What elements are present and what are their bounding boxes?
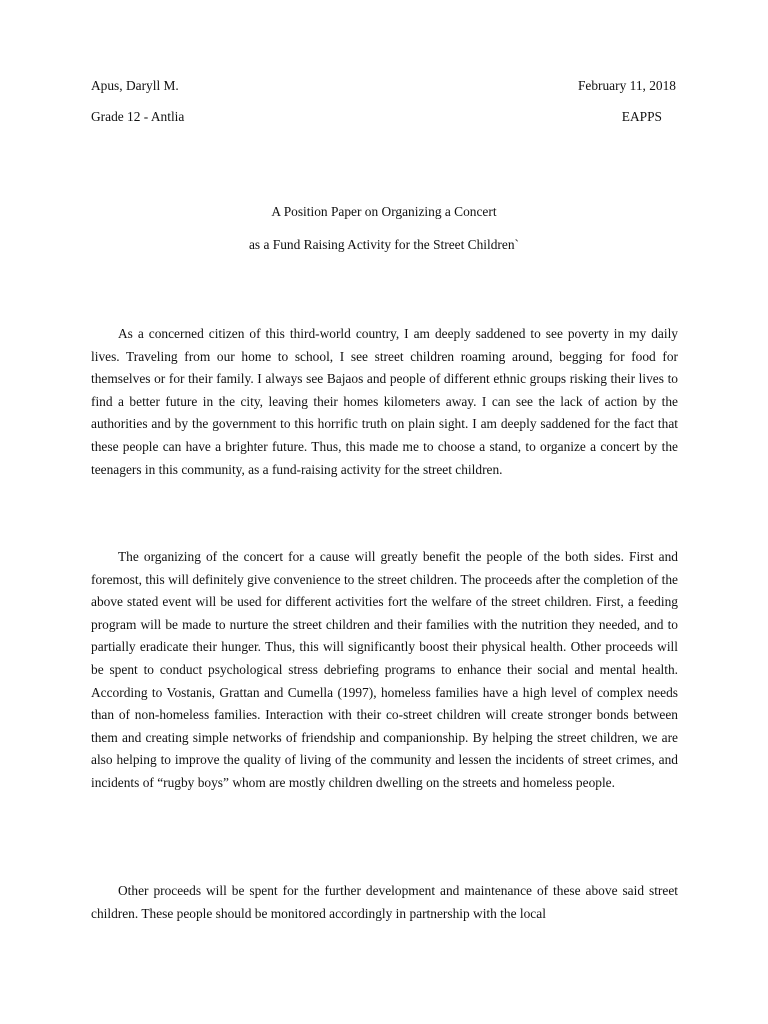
- grade-section: Grade 12 - Antlia: [91, 109, 185, 124]
- body-paragraph-3: Other proceeds will be spent for the further development and maintenance of these above said street children. These people should be monitored accordingly in partnership with the local: [91, 883, 678, 921]
- body-paragraph-1: As a concerned citizen of this third-world country, I am deeply saddened to see poverty in my daily lives. Traveling from our home to school, I see street children roaming around, begging for food for themselves or for their family. I always see Bajaos and people of different ethnic groups risking their lives to find a better future in the city, leaving their homes kilometers away. I can see the lack of action by the authorities and by the government to this horrific truth on plain sight. I am deeply saddened for the fact that these people can have a brighter future. Thus, this made me to choose a stand, to organize a concert by the teenagers in this community, as a fund-raising activity for the street children.: [91, 326, 678, 477]
- body-paragraph-2: The organizing of the concert for a cause will greatly benefit the people of the both sides. First and foremost, this will definitely give convenience to the street children. The proceeds after the completion of the above stated event will be used for different activities fort the welfare of the street children. First, a feeding program will be made to nurture the street children and their families with the nutrition they needed, and to partially eradicate their hunger. Thus, this will significantly boost their physical health. Other proceeds will be spent to conduct psychological stress debriefing programs to enhance their social and mental health. According to Vostanis, Grattan and Cumella (1997), homeless families have a high level of complex needs than of non-homeless families. Interaction with their co-street children will create stronger bonds between them and creating simple networks of friendship and companionship. By helping the street children, we are also helping to improve the quality of living of the community and lessen the incidents of street crimes, and incidents of “rugby boys” whom are mostly children dwelling on the streets and homeless people.: [91, 549, 678, 790]
- paper-title-line-2: as a Fund Raising Activity for the Street Children`: [248, 237, 519, 252]
- paper-title-line-1: A Position Paper on Organizing a Concert: [271, 204, 497, 219]
- subject-code: EAPPS: [621, 109, 662, 124]
- author-name: Apus, Daryll M.: [91, 78, 179, 93]
- document-date: February 11, 2018: [577, 78, 676, 93]
